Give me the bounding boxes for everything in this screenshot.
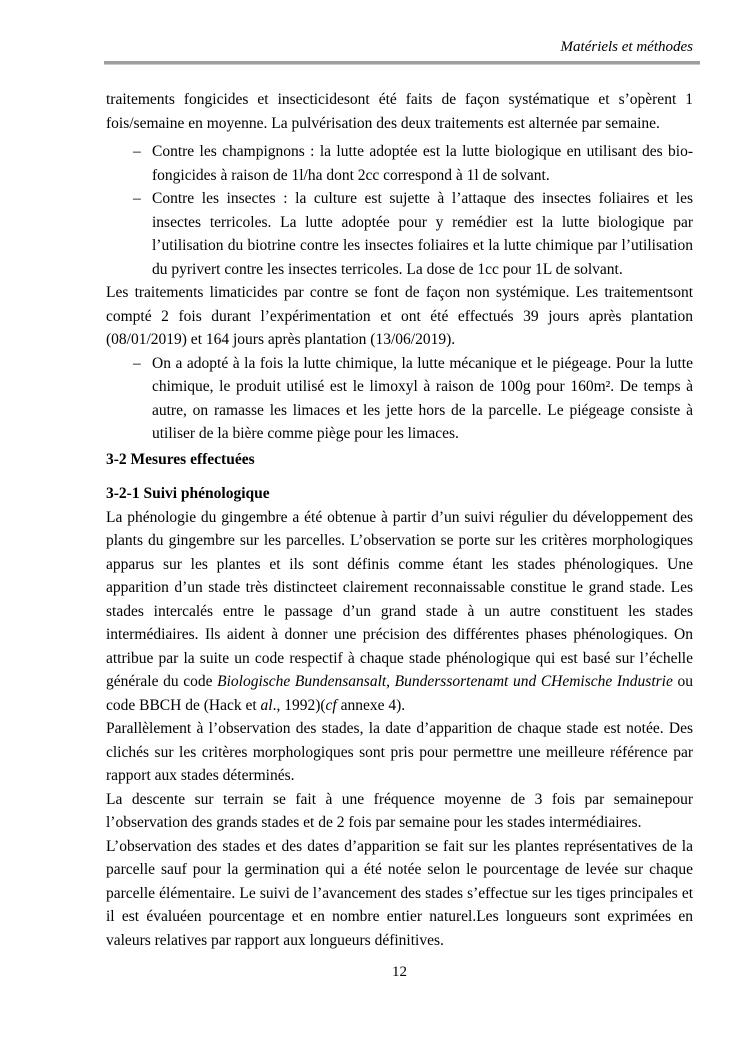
italic-run-al: al (260, 696, 273, 714)
page-number: 12 (392, 964, 407, 980)
paragraph-observation-dates: Parallèlement à l’observation des stades, la date d’apparition de chaque stade est notée. Des clichés sur les critères morphologiques sont pris pour permettre une meilleure référence par rapport aux stades déterminés. (106, 720, 693, 784)
paragraph-observation-plantes: L’observation des stades et des dates d’apparition se fait sur les plantes représentatives de la parcelle sauf pour la germination qui a été notée selon le pourcentage de levée sur chaque parcelle élémentaire. Le suivi de l’avancement des stades s’effectue sur les tiges principales et il est évaluéen pourcentage et en nombre entier naturel.Les longueurs sont exprimées en valeurs relatives par rapport aux longueurs définitives. (106, 837, 693, 949)
list-item-champignons (106, 140, 693, 187)
section-heading-mesures: 3-2 Mesures effectuées (106, 450, 255, 468)
italic-run-cf: cf (325, 696, 337, 714)
list-item-lutte-chimique (106, 352, 693, 446)
text-run: ou code BBCH de (Hack et (106, 673, 693, 714)
paragraph-phenologie (106, 506, 693, 718)
header-rule (104, 61, 700, 65)
list-item-text: Contre les champignons : la lutte adoptée est la lutte biologique en utilisant des bio-fongicides à raison de 1l/ha dont 2cc correspond à 1l de solvant. (152, 143, 693, 184)
subsection-heading-suivi-phenologique: 3-2-1 Suivi phénologique (106, 485, 270, 502)
paragraph-descente-terrain: La descente sur terrain se fait à une fréquence moyenne de 3 fois par semainepour l’observation des grands stades et de 2 fois par semaine pour les stades intermédiaires. (106, 790, 693, 831)
list-item-insectes (106, 187, 693, 281)
text-run: ., 1992)( (272, 696, 326, 714)
paragraph-limaticides: Les traitements limaticides par contre se font de façon non systémique. Les traitementsont compté 2 fois durant l’expérimentation et ont été effectués 39 jours après plantation (08/01/2019) et 164 jours après plantation (13/06/2019). (106, 284, 693, 348)
paragraph-treatments: traitements fongicides et insecticidesont été faits de façon systématique et s’opèrent 1 fois/semaine en moyenne. La pulvérisation des deux traitements est alternée par semaine. (106, 91, 693, 132)
dash-marker: – (133, 190, 141, 207)
running-header: Matériels et méthodes (560, 39, 693, 55)
italic-run-bbch-code: Biologische Bundensansalt, Bunderssortenamt und CHemische Industrie (217, 673, 673, 690)
list-item-text: On a adopté à la fois la lutte chimique, la lutte mécanique et le piégeage. Pour la lutte chimique, le produit utilisé est le limoxyl à raison de 100g pour 160m². De temps à autre, on ramasse les limaces et les jette hors de la parcelle. Le piégeage consiste à utiliser de la bière comme piège pour les limaces. (152, 354, 693, 442)
page-content (106, 88, 693, 952)
dash-marker: – (133, 143, 141, 160)
text-run: La phénologie du gingembre a été obtenue à partir d’un suivi régulier du développement des plants du gingembre sur les parcelles. L’observation se porte sur les critères morphologiques apparus sur les plantes et ils sont définis comme étant les stades phénologiques. Une apparition d’un stade très distincteet clairement reconnaissable constitue le grand stade. Les stades intercalés entre le passage d’un grand stade à un autre constituent les stades intermédiaires. Ils aident à donner une précision des différentes phases phénologiques. On attribue par la suite un code respectif à chaque stade phénologique qui est basé sur l’échelle générale du code (106, 508, 693, 690)
list-item-text: Contre les insectes : la culture est sujette à l’attaque des insectes foliaires et les insectes terricoles. La lutte adoptée pour y remédier est la lutte biologique par l’utilisation du biotrine contre les insectes foliaires et la lutte chimique par l’utilisation du pyrivert contre les insectes terricoles. La dose de 1cc pour 1L de solvant. (152, 190, 693, 278)
text-run: annexe 4). (336, 696, 406, 714)
bullet-list (106, 140, 693, 281)
dash-marker: – (133, 354, 141, 372)
